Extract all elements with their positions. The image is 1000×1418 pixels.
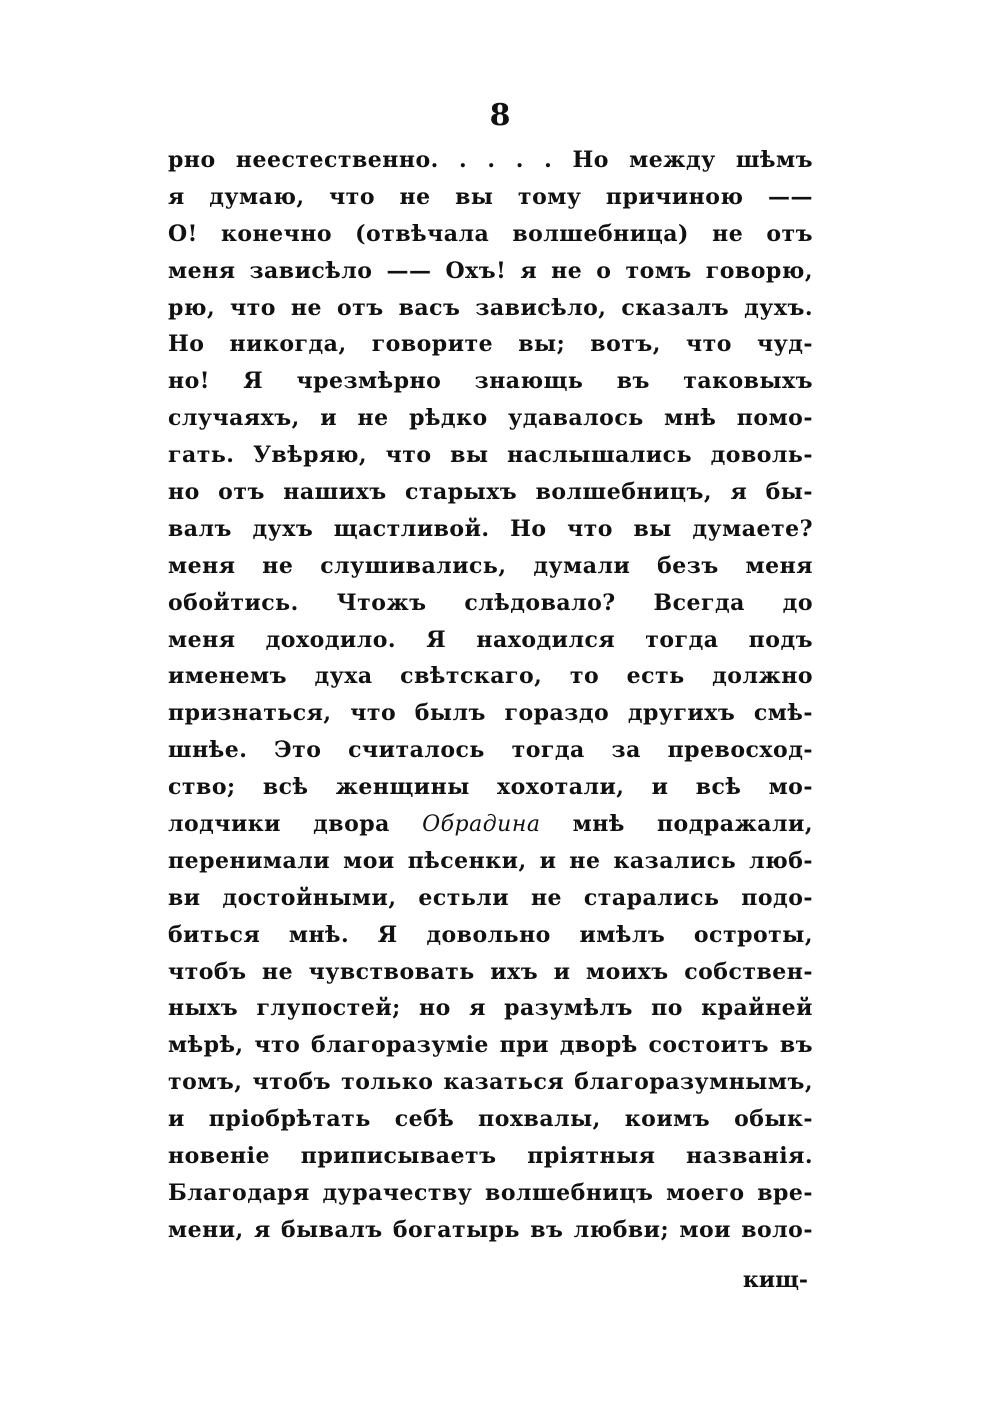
text-line: Благодаря дурачеству волшебницъ моего вре- <box>168 1179 813 1206</box>
text-line: шнѣе. Это считалось тогда за превосход- <box>168 737 813 764</box>
text-line: Но никогда, говорите вы; вотъ, что чуд- <box>168 331 813 358</box>
text-line: ство; всѣ женщины хохотали, и всѣ мо- <box>168 774 813 801</box>
text-line: О! конечно (отвѣчала волшебница) не отъ <box>168 220 813 247</box>
place-name-italic: Обрадина <box>422 812 541 838</box>
text-line: новеніе приписываетъ пріятныя названія. <box>168 1143 813 1170</box>
text-line: мени, я бывалъ богатырь въ любви; мои воло- <box>168 1216 813 1243</box>
text-line: но! Я чрезмѣрно знающь въ таковыхъ <box>168 368 813 395</box>
page-number: 8 <box>489 98 511 133</box>
text-line: меня доходило. Я находился тогда подъ <box>168 626 813 653</box>
text-line: ви достойными, естьли не старались подо- <box>168 884 813 911</box>
catchword: кищ- <box>742 1267 808 1293</box>
text-line: валъ духъ щастливой. Но что вы думаете? <box>168 515 813 542</box>
text-line: рно неестественно. . . . . Но между шѣмъ <box>168 147 813 173</box>
text-segment: лодчики двора <box>168 811 423 838</box>
text-line: гать. Увѣряю, что вы наслышались доволь- <box>168 442 813 469</box>
text-line: томъ, чтобъ только казаться благоразумнымъ, <box>168 1069 813 1096</box>
text-line: обойтись. Чтожъ слѣдовало? Всегда до <box>168 589 813 616</box>
text-line: биться мнѣ. Я довольно имѣлъ остроты, <box>168 921 813 948</box>
text-line: случаяхъ, и не рѣдко удавалось мнѣ помо- <box>168 405 813 432</box>
text-line: чтобъ не чувствовать ихъ и моихъ собствен- <box>168 958 813 985</box>
text-line: меня не слушивались, думали безъ меня <box>168 552 813 579</box>
text-segment: мнѣ подражали, <box>540 811 813 838</box>
body-text <box>168 142 813 1249</box>
text-line: ныхъ глупостей; но я разумѣлъ по крайней <box>168 995 813 1022</box>
text-line: мѣрѣ, что благоразуміе при дворѣ состоитъ въ <box>168 1032 813 1059</box>
text-line: именемъ духа свѣтскаго, то есть должно <box>168 663 813 690</box>
text-line: перенимали мои пѣсенки, и не казались люб- <box>168 847 813 874</box>
text-line-with-name <box>168 806 813 843</box>
text-line: меня зависѣло —— Охъ! я не о томъ говорю, <box>168 257 813 284</box>
text-line: я думаю, что не вы тому причиною —— <box>168 183 813 210</box>
text-line: признаться, что былъ гораздо другихъ смѣ- <box>168 700 813 727</box>
text-line: и пріобрѣтать себѣ похвалы, коимъ обык- <box>168 1106 813 1133</box>
text-line: но отъ нашихъ старыхъ волшебницъ, я бы- <box>168 479 813 506</box>
text-line: рю, что не отъ васъ зависѣло, сказалъ духъ. <box>168 294 813 321</box>
